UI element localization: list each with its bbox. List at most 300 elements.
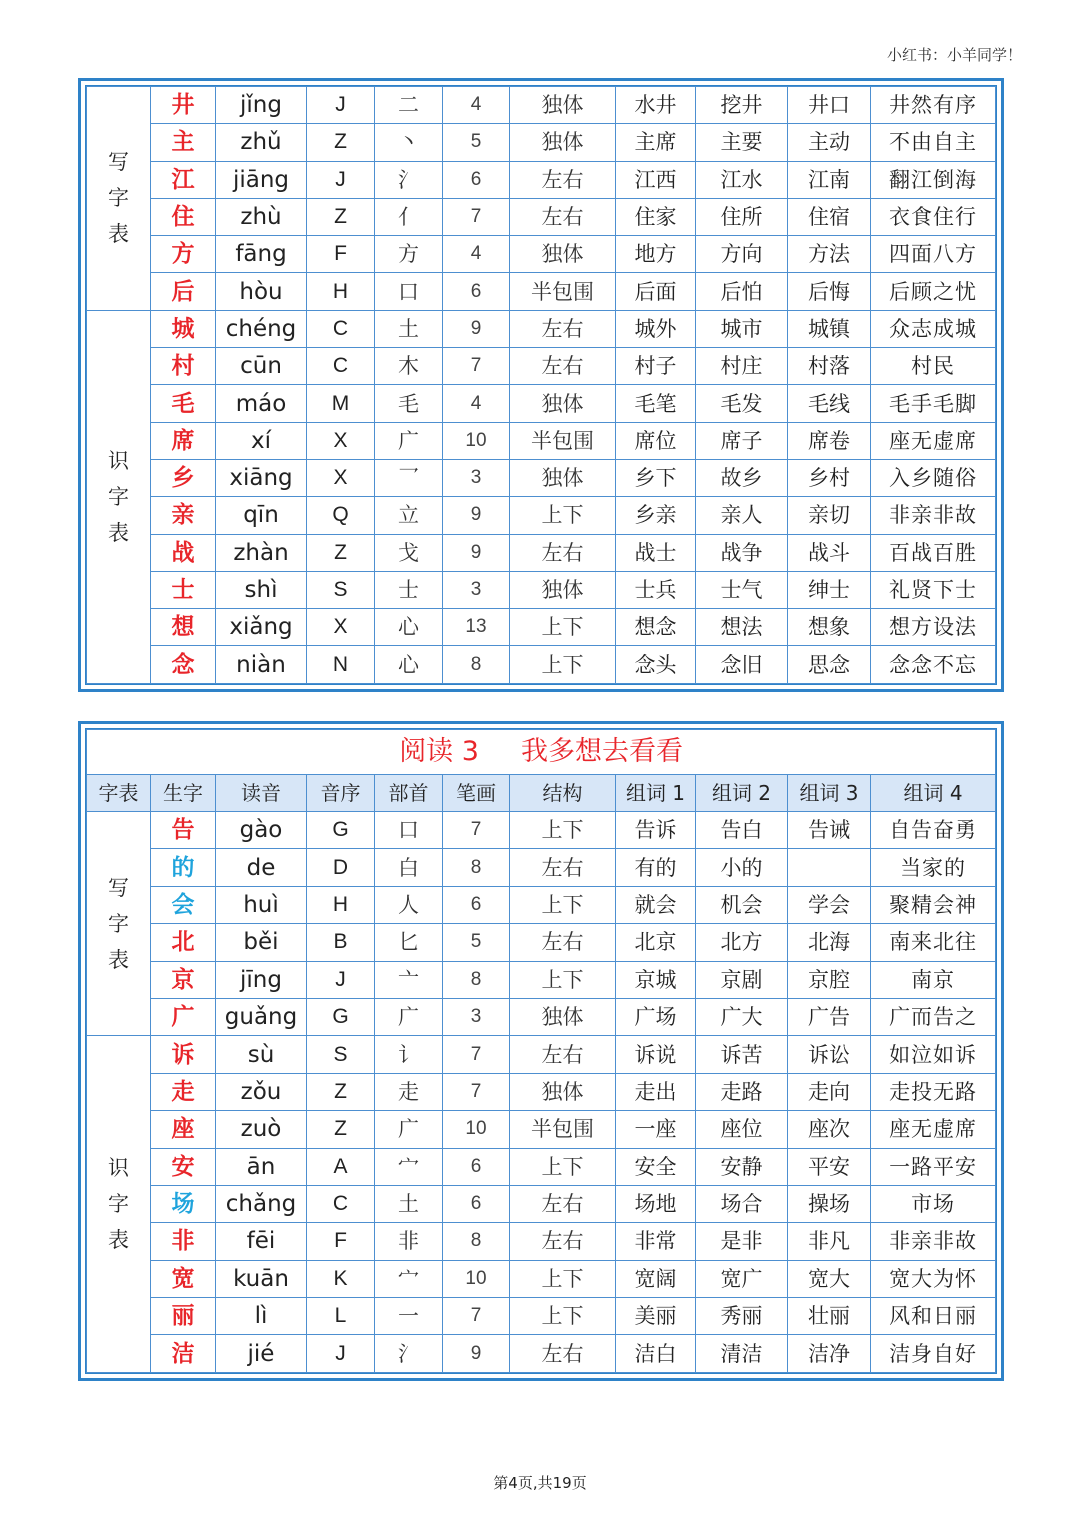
stroke-count-cell: 3 [443, 998, 510, 1035]
word-2-cell: 清洁 [696, 1335, 788, 1372]
structure-cell: 上下 [510, 1260, 616, 1297]
char-table-1-frame [78, 78, 1004, 692]
index-letter-cell: Z [307, 1073, 375, 1110]
word-2-cell: 席子 [696, 422, 788, 459]
pinyin-cell: jīng [216, 961, 307, 998]
radical-cell: 氵 [375, 161, 443, 198]
word-3-cell: 城镇 [788, 310, 871, 347]
word-3-cell: 座次 [788, 1111, 871, 1148]
pinyin-cell: běi [216, 924, 307, 961]
word-3-cell: 壮丽 [788, 1298, 871, 1335]
word-3-cell: 诉讼 [788, 1036, 871, 1073]
radical-cell: 立 [375, 497, 443, 534]
character-cell: 座 [151, 1111, 216, 1148]
table-row [87, 1185, 996, 1222]
word-4-cell: 非亲非故 [871, 1223, 996, 1260]
word-2-cell: 告白 [696, 812, 788, 849]
header-word-2: 组词 2 [696, 775, 788, 812]
word-4-cell: 走投无路 [871, 1073, 996, 1110]
word-1-cell: 地方 [616, 236, 696, 273]
word-1-cell: 住家 [616, 198, 696, 235]
index-letter-cell: J [307, 161, 375, 198]
word-4-cell: 聚精会神 [871, 886, 996, 923]
radical-cell: 口 [375, 273, 443, 310]
index-letter-cell: L [307, 1298, 375, 1335]
stroke-count-cell: 4 [443, 87, 510, 124]
group-label-char: 写 [108, 150, 129, 175]
index-letter-cell: G [307, 998, 375, 1035]
word-1-cell: 京城 [616, 961, 696, 998]
radical-cell: 亠 [375, 961, 443, 998]
word-2-cell: 机会 [696, 886, 788, 923]
index-letter-cell: G [307, 812, 375, 849]
word-3-cell: 江南 [788, 161, 871, 198]
character-cell: 后 [151, 273, 216, 310]
character-cell: 主 [151, 124, 216, 161]
index-letter-cell: C [307, 310, 375, 347]
radical-cell: 二 [375, 87, 443, 124]
pinyin-cell: gào [216, 812, 307, 849]
character-cell: 的 [151, 849, 216, 886]
table-row [87, 849, 996, 886]
group-label-char: 表 [108, 1228, 129, 1253]
radical-cell: 白 [375, 849, 443, 886]
word-2-cell: 主要 [696, 124, 788, 161]
character-cell: 毛 [151, 385, 216, 422]
pinyin-cell: hòu [216, 273, 307, 310]
stroke-count-cell: 8 [443, 1223, 510, 1260]
stroke-count-cell: 8 [443, 646, 510, 683]
word-4-cell: 一路平安 [871, 1148, 996, 1185]
word-2-cell: 毛发 [696, 385, 788, 422]
structure-cell: 独体 [510, 385, 616, 422]
word-2-cell: 想法 [696, 609, 788, 646]
word-3-cell: 乡村 [788, 459, 871, 496]
word-1-cell: 主席 [616, 124, 696, 161]
stroke-count-cell: 7 [443, 1073, 510, 1110]
character-cell: 安 [151, 1148, 216, 1185]
header-character: 生字 [151, 775, 216, 812]
word-3-cell: 宽大 [788, 1260, 871, 1297]
word-2-cell: 广大 [696, 998, 788, 1035]
word-2-cell: 江水 [696, 161, 788, 198]
pinyin-cell: shì [216, 571, 307, 608]
table-row [87, 236, 996, 273]
word-2-cell: 京剧 [696, 961, 788, 998]
character-cell: 洁 [151, 1335, 216, 1372]
radical-cell: 木 [375, 348, 443, 385]
character-cell: 会 [151, 886, 216, 923]
page-footer: 第4页,共19页 [493, 1474, 587, 1492]
word-3-cell: 学会 [788, 886, 871, 923]
word-4-cell: 当家的 [871, 849, 996, 886]
group-label [87, 310, 151, 683]
table-row [87, 1036, 996, 1073]
structure-cell: 上下 [510, 812, 616, 849]
pinyin-cell: qīn [216, 497, 307, 534]
word-2-cell: 秀丽 [696, 1298, 788, 1335]
stroke-count-cell: 9 [443, 534, 510, 571]
structure-cell: 左右 [510, 161, 616, 198]
word-1-cell: 安全 [616, 1148, 696, 1185]
pinyin-cell: zhàn [216, 534, 307, 571]
character-cell: 诉 [151, 1036, 216, 1073]
word-2-cell: 小的 [696, 849, 788, 886]
word-2-cell: 住所 [696, 198, 788, 235]
lesson-title [87, 730, 996, 775]
table-row [87, 1223, 996, 1260]
table-row [87, 161, 996, 198]
lesson-name: 我多想去看看 [520, 736, 683, 767]
word-2-cell: 诉苦 [696, 1036, 788, 1073]
group-label [87, 812, 151, 1036]
radical-cell: 口 [375, 812, 443, 849]
index-letter-cell: C [307, 348, 375, 385]
index-letter-cell: Q [307, 497, 375, 534]
word-2-cell: 安静 [696, 1148, 788, 1185]
radical-cell: 乛 [375, 459, 443, 496]
table-row [87, 924, 996, 961]
lesson-number: 阅读 3 [399, 736, 479, 767]
header-word-4: 组词 4 [871, 775, 996, 812]
word-3-cell: 毛线 [788, 385, 871, 422]
stroke-count-cell: 3 [443, 459, 510, 496]
index-letter-cell: F [307, 1223, 375, 1260]
word-4-cell: 念念不忘 [871, 646, 996, 683]
radical-cell: 非 [375, 1223, 443, 1260]
structure-cell: 左右 [510, 1036, 616, 1073]
radical-cell: 宀 [375, 1260, 443, 1297]
structure-cell: 独体 [510, 124, 616, 161]
table-row [87, 1111, 996, 1148]
lesson-title-row [87, 730, 996, 775]
pinyin-cell: kuān [216, 1260, 307, 1297]
header-word-1: 组词 1 [616, 775, 696, 812]
index-letter-cell: Z [307, 534, 375, 571]
radical-cell: 一 [375, 1298, 443, 1335]
character-cell: 京 [151, 961, 216, 998]
table-row [87, 422, 996, 459]
index-letter-cell: F [307, 236, 375, 273]
group-label [87, 87, 151, 311]
header-word-3: 组词 3 [788, 775, 871, 812]
table-row [87, 886, 996, 923]
word-4-cell: 翻江倒海 [871, 161, 996, 198]
pinyin-cell: guǎng [216, 998, 307, 1035]
structure-cell: 左右 [510, 924, 616, 961]
word-3-cell: 住宿 [788, 198, 871, 235]
radical-cell: 土 [375, 310, 443, 347]
character-cell: 场 [151, 1185, 216, 1222]
structure-cell: 左右 [510, 310, 616, 347]
word-2-cell: 北方 [696, 924, 788, 961]
word-1-cell: 战士 [616, 534, 696, 571]
character-cell: 宽 [151, 1260, 216, 1297]
group-label-char: 表 [108, 222, 129, 247]
word-1-cell: 一座 [616, 1111, 696, 1148]
radical-cell: 心 [375, 609, 443, 646]
word-4-cell: 如泣如诉 [871, 1036, 996, 1073]
group-label-char: 识 [108, 448, 129, 473]
index-letter-cell: M [307, 385, 375, 422]
word-4-cell: 洁身自好 [871, 1335, 996, 1372]
table-row [87, 571, 996, 608]
header-structure: 结构 [510, 775, 616, 812]
pinyin-cell: fēi [216, 1223, 307, 1260]
structure-cell: 左右 [510, 348, 616, 385]
stroke-count-cell: 4 [443, 236, 510, 273]
stroke-count-cell: 6 [443, 886, 510, 923]
word-2-cell: 城市 [696, 310, 788, 347]
header-radical: 部首 [375, 775, 443, 812]
radical-cell: 广 [375, 998, 443, 1035]
word-2-cell: 村庄 [696, 348, 788, 385]
index-letter-cell: K [307, 1260, 375, 1297]
stroke-count-cell: 6 [443, 1185, 510, 1222]
pinyin-cell: zhǔ [216, 124, 307, 161]
character-cell: 村 [151, 348, 216, 385]
word-3-cell: 洁净 [788, 1335, 871, 1372]
stroke-count-cell: 5 [443, 924, 510, 961]
pinyin-cell: jié [216, 1335, 307, 1372]
word-3-cell: 告诫 [788, 812, 871, 849]
word-2-cell: 场合 [696, 1185, 788, 1222]
stroke-count-cell: 10 [443, 1111, 510, 1148]
table-row [87, 1335, 996, 1372]
structure-cell: 左右 [510, 849, 616, 886]
word-1-cell: 有的 [616, 849, 696, 886]
character-cell: 想 [151, 609, 216, 646]
index-letter-cell: Z [307, 124, 375, 161]
word-4-cell: 众志成城 [871, 310, 996, 347]
word-2-cell: 后怕 [696, 273, 788, 310]
table-row [87, 497, 996, 534]
table-row [87, 87, 996, 124]
pinyin-cell: de [216, 849, 307, 886]
stroke-count-cell: 8 [443, 849, 510, 886]
table-row [87, 1148, 996, 1185]
table-row [87, 348, 996, 385]
index-letter-cell: B [307, 924, 375, 961]
character-cell: 亲 [151, 497, 216, 534]
index-letter-cell: D [307, 849, 375, 886]
structure-cell: 上下 [510, 1148, 616, 1185]
structure-cell: 独体 [510, 236, 616, 273]
index-letter-cell: X [307, 609, 375, 646]
word-2-cell: 是非 [696, 1223, 788, 1260]
character-cell: 士 [151, 571, 216, 608]
pinyin-cell: huì [216, 886, 307, 923]
stroke-count-cell: 5 [443, 124, 510, 161]
pinyin-cell: chǎng [216, 1185, 307, 1222]
word-2-cell: 亲人 [696, 497, 788, 534]
stroke-count-cell: 10 [443, 422, 510, 459]
char-table-1 [86, 86, 996, 684]
index-letter-cell: C [307, 1185, 375, 1222]
index-letter-cell: N [307, 646, 375, 683]
word-4-cell: 座无虚席 [871, 422, 996, 459]
index-letter-cell: A [307, 1148, 375, 1185]
radical-cell: 宀 [375, 1148, 443, 1185]
word-4-cell: 非亲非故 [871, 497, 996, 534]
table-row [87, 273, 996, 310]
character-cell: 非 [151, 1223, 216, 1260]
structure-cell: 独体 [510, 998, 616, 1035]
stroke-count-cell: 7 [443, 198, 510, 235]
pinyin-cell: zhù [216, 198, 307, 235]
index-letter-cell: X [307, 422, 375, 459]
word-1-cell: 城外 [616, 310, 696, 347]
stroke-count-cell: 8 [443, 961, 510, 998]
radical-cell: 士 [375, 571, 443, 608]
structure-cell: 上下 [510, 609, 616, 646]
radical-cell: 丶 [375, 124, 443, 161]
structure-cell: 左右 [510, 198, 616, 235]
word-1-cell: 乡亲 [616, 497, 696, 534]
word-2-cell: 宽广 [696, 1260, 788, 1297]
stroke-count-cell: 7 [443, 1298, 510, 1335]
structure-cell: 独体 [510, 1073, 616, 1110]
word-1-cell: 江西 [616, 161, 696, 198]
radical-cell: 广 [375, 1111, 443, 1148]
word-2-cell: 念旧 [696, 646, 788, 683]
character-cell: 乡 [151, 459, 216, 496]
word-3-cell: 井口 [788, 87, 871, 124]
character-cell: 江 [151, 161, 216, 198]
stroke-count-cell: 7 [443, 348, 510, 385]
table-row [87, 310, 996, 347]
word-1-cell: 诉说 [616, 1036, 696, 1073]
word-2-cell: 战争 [696, 534, 788, 571]
word-3-cell: 思念 [788, 646, 871, 683]
word-1-cell: 非常 [616, 1223, 696, 1260]
word-3-cell: 席卷 [788, 422, 871, 459]
radical-cell: 氵 [375, 1335, 443, 1372]
character-cell: 方 [151, 236, 216, 273]
pinyin-cell: jiāng [216, 161, 307, 198]
pinyin-cell: zǒu [216, 1073, 307, 1110]
radical-cell: 土 [375, 1185, 443, 1222]
character-cell: 北 [151, 924, 216, 961]
structure-cell: 上下 [510, 497, 616, 534]
pinyin-cell: lì [216, 1298, 307, 1335]
pinyin-cell: máo [216, 385, 307, 422]
structure-cell: 半包围 [510, 422, 616, 459]
column-header-row [87, 775, 996, 812]
word-1-cell: 乡下 [616, 459, 696, 496]
index-letter-cell: J [307, 1335, 375, 1372]
index-letter-cell: J [307, 961, 375, 998]
character-cell: 广 [151, 998, 216, 1035]
word-4-cell: 四面八方 [871, 236, 996, 273]
word-3-cell: 操场 [788, 1185, 871, 1222]
group-label [87, 1036, 151, 1373]
word-2-cell: 挖井 [696, 87, 788, 124]
word-3-cell: 方法 [788, 236, 871, 273]
radical-cell: 毛 [375, 385, 443, 422]
word-4-cell: 后顾之忧 [871, 273, 996, 310]
radical-cell: 方 [375, 236, 443, 273]
word-4-cell: 想方设法 [871, 609, 996, 646]
group-label-char: 字 [108, 484, 129, 509]
word-1-cell: 洁白 [616, 1335, 696, 1372]
stroke-count-cell: 6 [443, 273, 510, 310]
header-pinyin: 读音 [216, 775, 307, 812]
structure-cell: 左右 [510, 1185, 616, 1222]
word-1-cell: 想念 [616, 609, 696, 646]
structure-cell: 上下 [510, 646, 616, 683]
word-4-cell: 毛手毛脚 [871, 385, 996, 422]
character-cell: 念 [151, 646, 216, 683]
header-index-letter: 音序 [307, 775, 375, 812]
radical-cell: 心 [375, 646, 443, 683]
word-2-cell: 士气 [696, 571, 788, 608]
index-letter-cell: J [307, 87, 375, 124]
group-label-char: 写 [108, 875, 129, 900]
pinyin-cell: chéng [216, 310, 307, 347]
table-row [87, 609, 996, 646]
character-cell: 丽 [151, 1298, 216, 1335]
word-1-cell: 士兵 [616, 571, 696, 608]
character-cell: 城 [151, 310, 216, 347]
group-label-char: 识 [108, 1156, 129, 1181]
stroke-count-cell: 13 [443, 609, 510, 646]
character-cell: 走 [151, 1073, 216, 1110]
word-1-cell: 告诉 [616, 812, 696, 849]
structure-cell: 半包围 [510, 1111, 616, 1148]
word-4-cell: 村民 [871, 348, 996, 385]
word-4-cell: 风和日丽 [871, 1298, 996, 1335]
word-1-cell: 村子 [616, 348, 696, 385]
table-row [87, 646, 996, 683]
word-4-cell: 百战百胜 [871, 534, 996, 571]
word-3-cell [788, 849, 871, 886]
table-row [87, 459, 996, 496]
word-2-cell: 方向 [696, 236, 788, 273]
word-1-cell: 北京 [616, 924, 696, 961]
table-row [87, 534, 996, 571]
pinyin-cell: cūn [216, 348, 307, 385]
table-row [87, 124, 996, 161]
word-1-cell: 美丽 [616, 1298, 696, 1335]
pinyin-cell: xiǎng [216, 609, 307, 646]
index-letter-cell: Z [307, 198, 375, 235]
structure-cell: 半包围 [510, 273, 616, 310]
word-4-cell: 座无虚席 [871, 1111, 996, 1148]
radical-cell: 讠 [375, 1036, 443, 1073]
word-3-cell: 北海 [788, 924, 871, 961]
character-cell: 住 [151, 198, 216, 235]
word-4-cell: 广而告之 [871, 998, 996, 1035]
structure-cell: 独体 [510, 571, 616, 608]
pinyin-cell: fāng [216, 236, 307, 273]
structure-cell: 上下 [510, 961, 616, 998]
index-letter-cell: H [307, 273, 375, 310]
stroke-count-cell: 6 [443, 161, 510, 198]
word-3-cell: 广告 [788, 998, 871, 1035]
word-2-cell: 走路 [696, 1073, 788, 1110]
word-3-cell: 走向 [788, 1073, 871, 1110]
word-2-cell: 座位 [696, 1111, 788, 1148]
char-table-2 [86, 729, 996, 1373]
word-1-cell: 念头 [616, 646, 696, 683]
word-4-cell: 衣食住行 [871, 198, 996, 235]
word-4-cell: 宽大为怀 [871, 1260, 996, 1297]
structure-cell: 左右 [510, 1223, 616, 1260]
table-row [87, 198, 996, 235]
table-row [87, 998, 996, 1035]
group-label-char: 表 [108, 520, 129, 545]
